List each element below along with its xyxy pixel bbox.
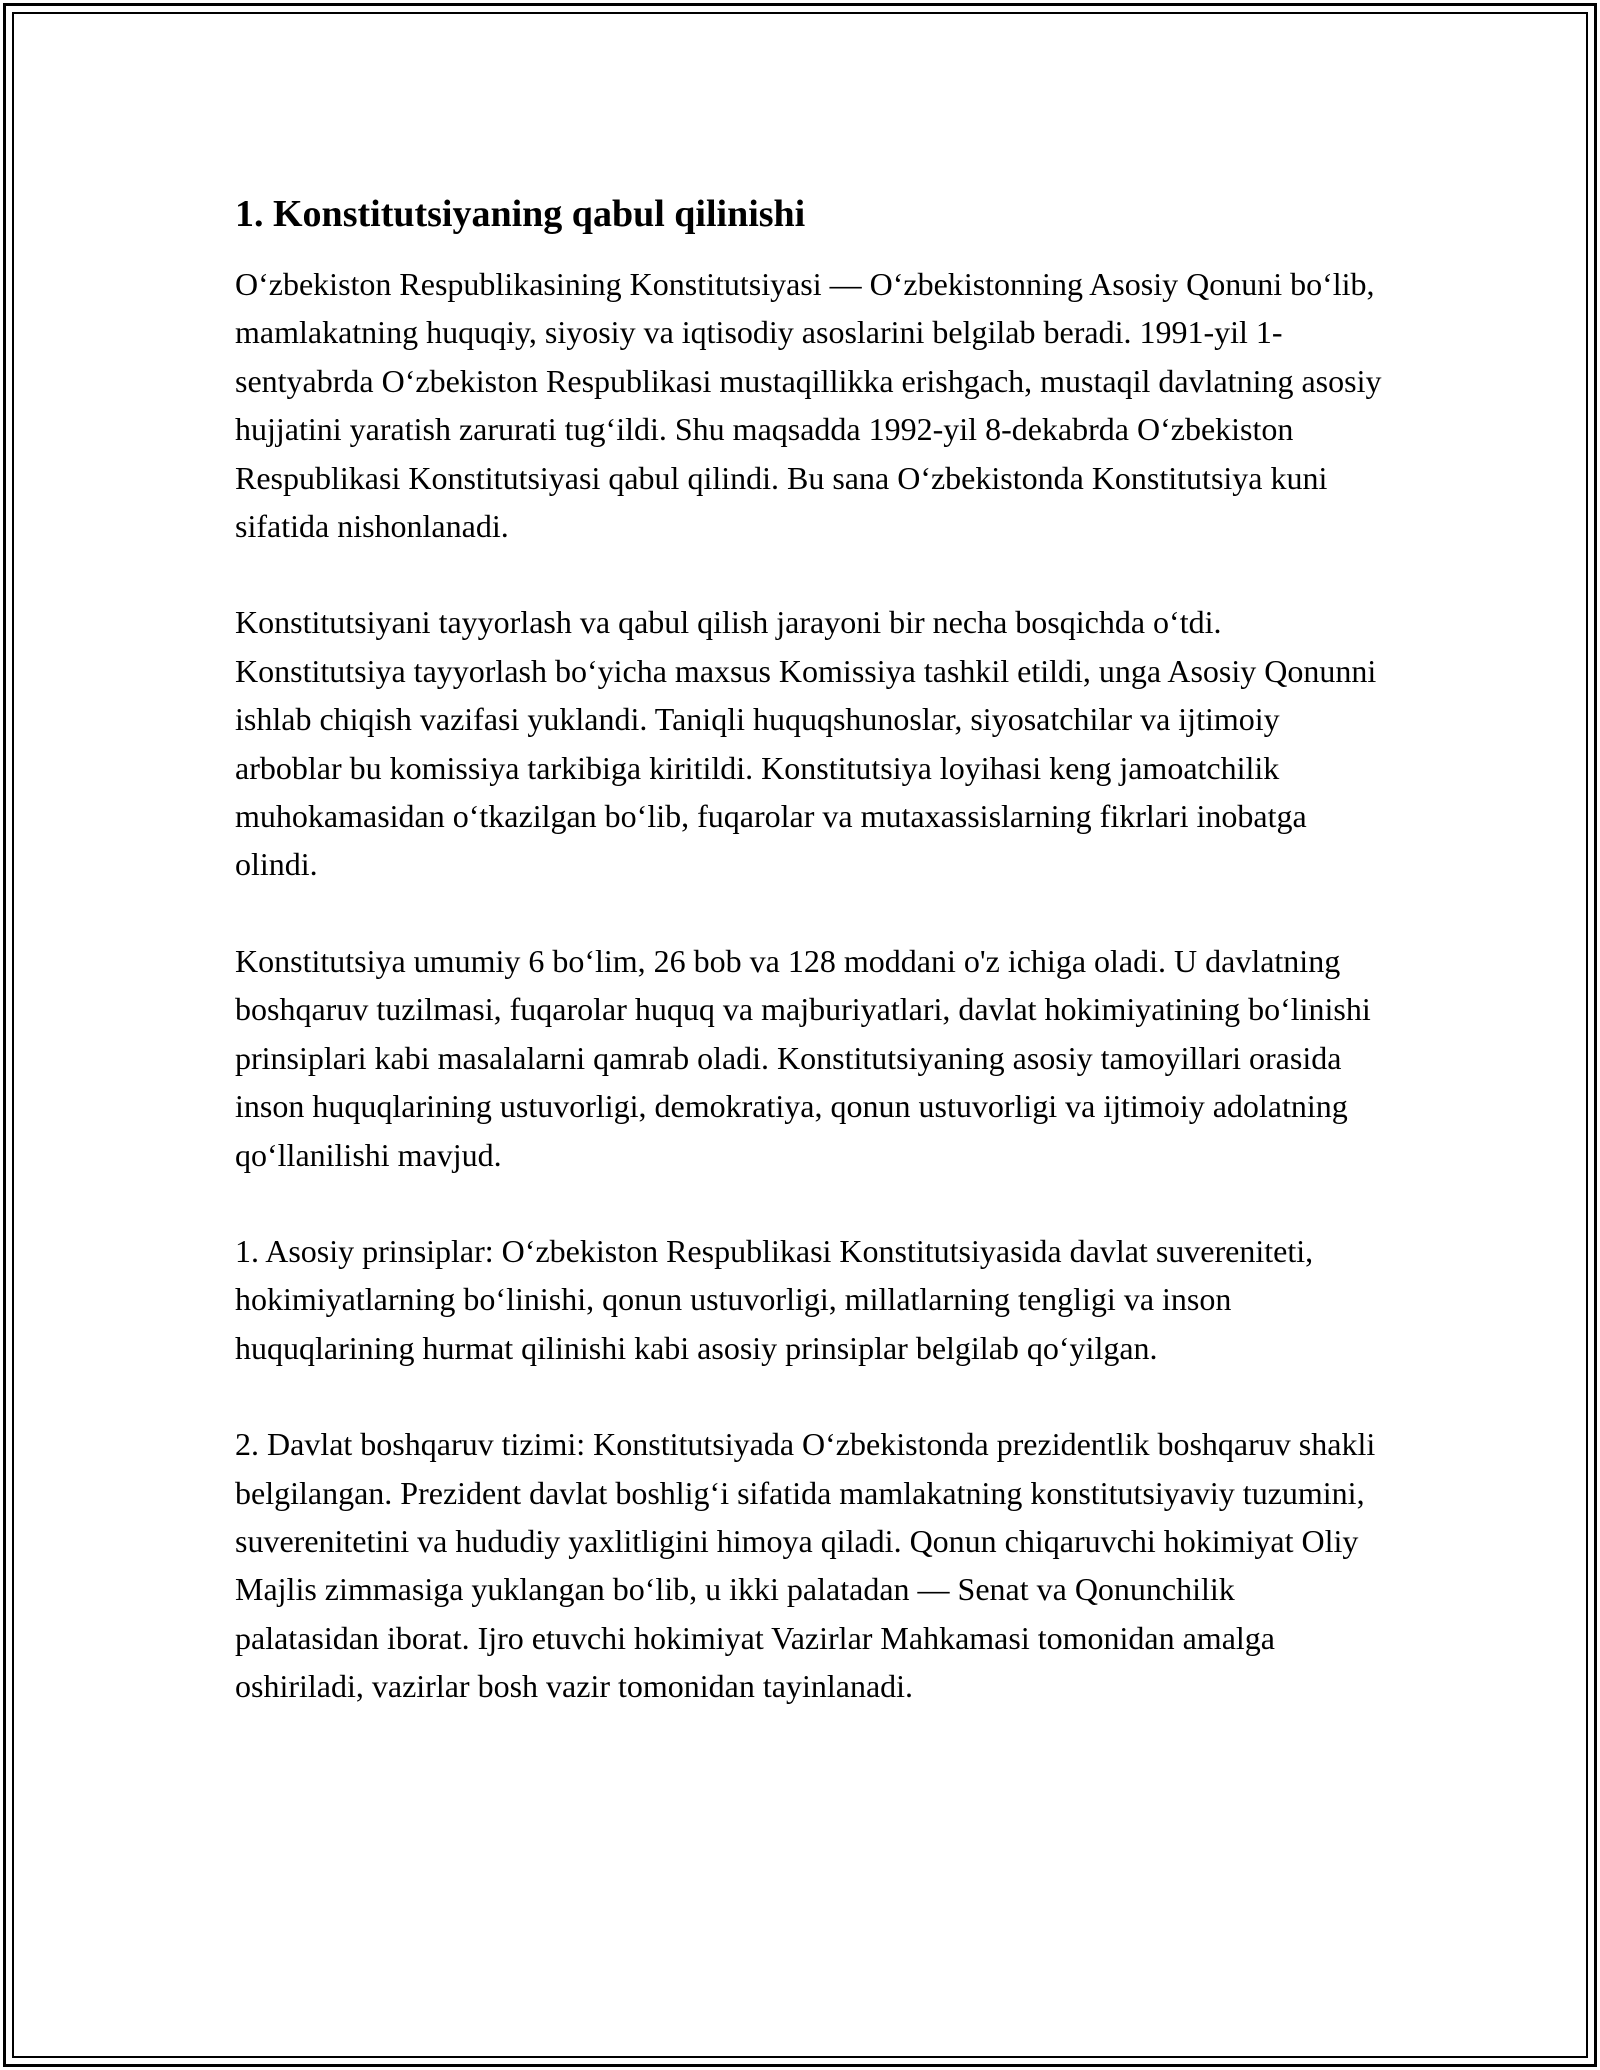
document-body xyxy=(235,188,1385,1759)
paragraph-principles: 1. Asosiy prinsiplar: O‘zbekiston Respublikasi Konstitutsiyasida davlat suvereniteti, hokimiyatlarning bo‘linishi, qonun ustuvorligi, millatlarning tengligi va inson huquqlarining hurmat qilinishi kabi asosiy prinsiplar belgilab qo‘yilgan. xyxy=(235,1232,1314,1366)
paragraph-governance: 2. Davlat boshqaruv tizimi: Konstitutsiyada O‘zbekistonda prezidentlik boshqaruv shakli belgilangan. Prezident davlat boshlig‘i sifatida mamlakatning konstitutsiyaviy tuzumini, suverenitetini va hududiy yaxlitligini himoya qiladi. Qonun chiqaruvchi hokimiyat Oliy Majlis zimmasiga yuklangan bo‘lib, u ikki palatadan — Senat va Qonunchilik palatasidan iborat. Ijro etuvchi hokimiyat Vazirlar Mahkamasi tomonidan amalga oshiriladi, vazirlar bosh vazir tomonidan tayinlanadi. xyxy=(235,1426,1376,1705)
section-title: 1. Konstitutsiyaning qabul qilinishi xyxy=(235,193,806,235)
paragraph-intro: O‘zbekiston Respublikasining Konstitutsiyasi — O‘zbekistonning Asosiy Qonuni bo‘lib, mamlakatning huquqiy, siyosiy va iqtisodiy asoslarini belgilab beradi. 1991-yil 1-sentyabrda O‘zbekiston Respublikasi mustaqillikka erishgach, mustaqil davlatning asosiy hujjatini yaratish zarurati tug‘ildi. Shu maqsadda 1992-yil 8-dekabrda O‘zbekiston Respublikasi Konstitutsiyasi qabul qilindi. Bu sana O‘zbekistonda Konstitutsiya kuni sifatida nishonlanadi. xyxy=(235,266,1382,545)
paragraph-preparation: Konstitutsiyani tayyorlash va qabul qilish jarayoni bir necha bosqichda o‘tdi. Konstitutsiya tayyorlash bo‘yicha maxsus Komissiya tashkil etildi, unga Asosiy Qonunni ishlab chiqish vazifasi yuklandi. Taniqli huquqshunoslar, siyosatchilar va ijtimoiy arboblar bu komissiya tarkibiga kiritildi. Konstitutsiya loyihasi keng jamoatchilik muhokamasidan o‘tkazilgan bo‘lib, fuqarolar va mutaxassislarning fikrlari inobatga olindi. xyxy=(235,604,1377,883)
paragraph-structure: Konstitutsiya umumiy 6 bo‘lim, 26 bob va 128 moddani o'z ichiga oladi. U davlatning boshqaruv tuzilmasi, fuqarolar huquq va majburiyatlari, davlat hokimiyatining bo‘linishi prinsiplari kabi masalalarni qamrab oladi. Konstitutsiyaning asosiy tamoyillari orasida inson huquqlarining ustuvorligi, demokratiya, qonun ustuvorligi va ijtimoiy adolatning qo‘llanilishi mavjud. xyxy=(235,942,1371,1173)
